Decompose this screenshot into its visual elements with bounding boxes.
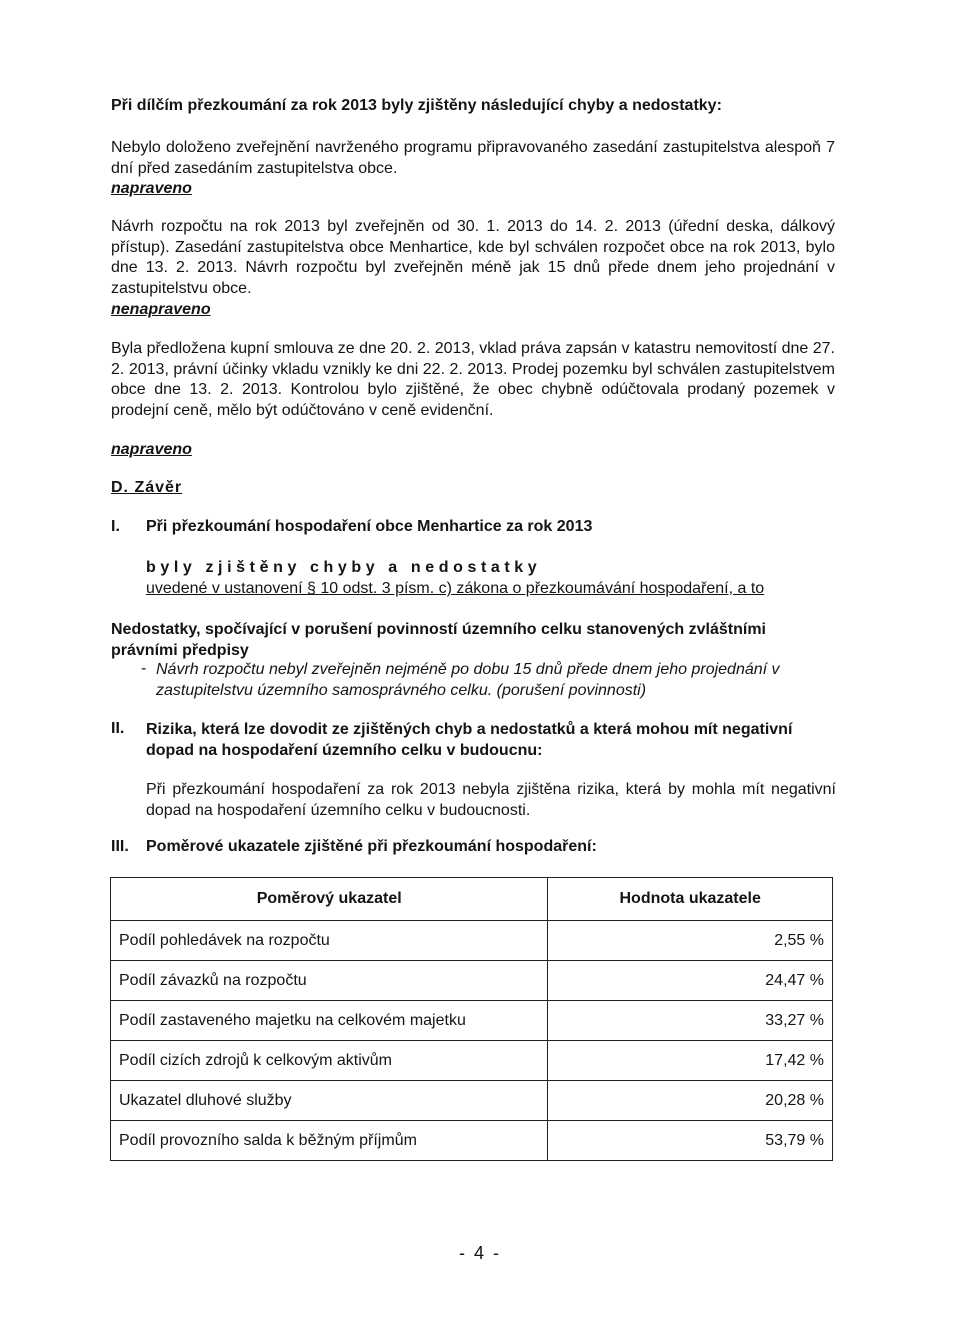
findings-heading: Při dílčím přezkoumání za rok 2013 byly zjištěny následující chyby a nedostatky:	[111, 97, 722, 114]
table-row	[111, 1001, 833, 1041]
indicator-value: 20,28 %	[548, 1081, 833, 1121]
finding-3-text: Byla předložena kupní smlouva ze dne 20. 2. 2013, vklad práva zapsán v katastru nemovitostí dne 27. 2. 2013, právní účinky vkladu vznikly ke dni 22. 2. 2013. Prodej pozemku byl schválen zastupitelstvem obce dne 13. 2. 2013. Kontrolou bylo zjištěné, že obec chybně odúčtovala prodaný pozemek v prodejní ceně, mělo být odúčtováno v ceně evidenční.	[111, 340, 835, 419]
indicator-name: Podíl závazků na rozpočtu	[111, 961, 548, 1001]
column-header-indicator: Poměrový ukazatel	[111, 878, 548, 921]
deficiency-heading: Nedostatky, spočívající v porušení povinností územního celku stanovených zvláštními právními předpisy	[111, 621, 766, 659]
finding-1-status: napraveno	[111, 180, 192, 197]
indicator-value: 24,47 %	[548, 961, 833, 1001]
bullet-dash: -	[141, 660, 147, 677]
finding-2-text: Návrh rozpočtu na rok 2013 byl zveřejněn od 30. 1. 2013 do 14. 2. 2013 (úřední deska, dálkový přístup). Zasedání zastupitelstva obce Menhartice, kde byl schválen rozpočet obce na rok 2013, bylo dne 13. 2. 2013. Návrh rozpočtu byl zveřejněn méně jak 15 dnů přede dnem jeho projednání v zastupitelstvu obce.	[111, 218, 835, 297]
part-1-title: Při přezkoumání hospodaření obce Menhartice za rok 2013	[146, 518, 593, 535]
indicator-name: Podíl zastaveného majetku na celkovém majetku	[111, 1001, 548, 1041]
indicator-value: 53,79 %	[548, 1121, 833, 1161]
table-row	[111, 1121, 833, 1161]
indicator-name: Podíl pohledávek na rozpočtu	[111, 921, 548, 961]
part-3-number: III.	[111, 838, 129, 855]
part-2-text: Při přezkoumání hospodaření za rok 2013 nebyla zjištěna rizika, která by mohla mít negativní dopad na hospodaření územního celku v budoucnosti.	[146, 781, 836, 819]
part-3-title: Poměrové ukazatele zjištěné při přezkoumání hospodaření:	[146, 838, 597, 855]
table-row	[111, 961, 833, 1001]
indicator-name: Ukazatel dluhové služby	[111, 1081, 548, 1121]
part-1-law-reference: uvedené v ustanovení § 10 odst. 3 písm. c) zákona o přezkoumávání hospodaření, a to	[146, 580, 765, 597]
table-row	[111, 921, 833, 961]
part-1-number: I.	[111, 518, 120, 535]
indicators-table	[110, 877, 833, 1161]
indicator-value: 33,27 %	[548, 1001, 833, 1041]
part-1-errors-found: byly zjištěny chyby a nedostatky	[146, 559, 542, 576]
table-row	[111, 1081, 833, 1121]
indicator-name: Podíl provozního salda k běžným příjmům	[111, 1121, 548, 1161]
part-2-number: II.	[111, 720, 125, 737]
indicator-name: Podíl cizích zdrojů k celkovým aktivům	[111, 1041, 548, 1081]
deficiency-item: Návrh rozpočtu nebyl zveřejněn nejméně po dobu 15 dnů přede dnem jeho projednání v zastupitelstvu územního samosprávného celku. (porušení povinnosti)	[156, 661, 780, 699]
finding-3-status: napraveno	[111, 441, 192, 458]
table-header-row	[111, 878, 833, 921]
indicator-value: 17,42 %	[548, 1041, 833, 1081]
page-number: - 4 -	[458, 1243, 501, 1263]
section-d-heading: D. Závěr	[111, 479, 183, 496]
finding-1-text: Nebylo doloženo zveřejnění navrženého programu připravovaného zasedání zastupitelstva alespoň 7 dní před zasedáním zastupitelstva obce.	[111, 139, 835, 177]
indicator-value: 2,55 %	[548, 921, 833, 961]
finding-2-status: nenapraveno	[111, 301, 211, 318]
part-2-title: Rizika, která lze dovodit ze zjištěných chyb a nedostatků a která mohou mít negativní dopad na hospodaření územního celku v budoucnu:	[146, 721, 793, 759]
table-row	[111, 1041, 833, 1081]
column-header-value: Hodnota ukazatele	[548, 878, 833, 921]
